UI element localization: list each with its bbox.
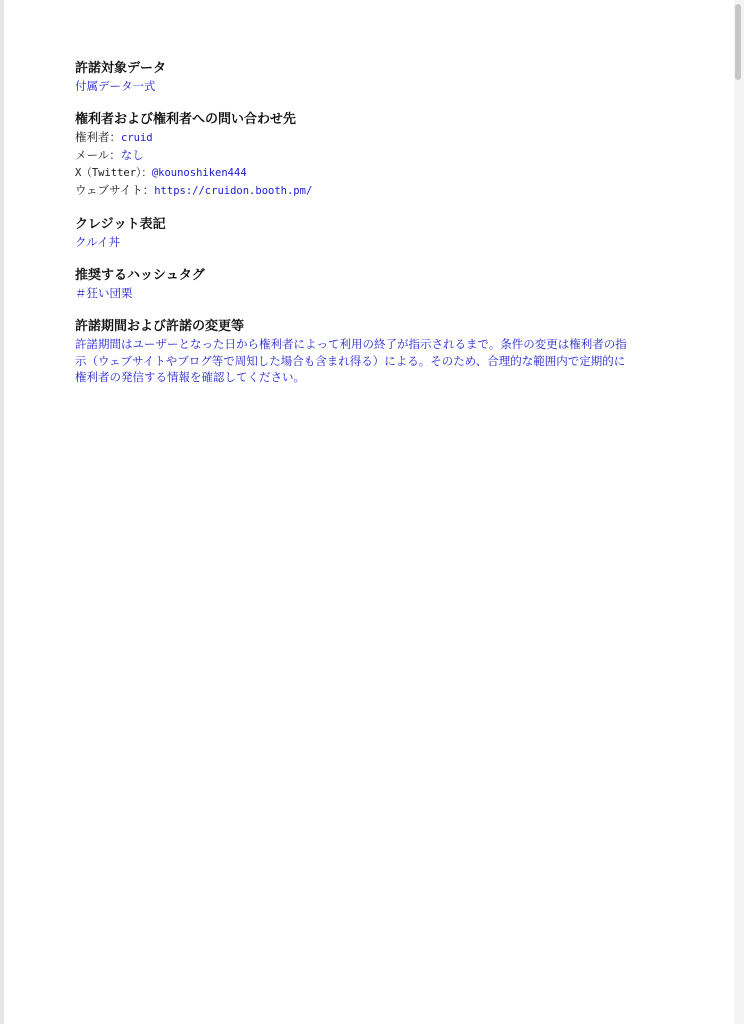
mail-label: メール： xyxy=(75,148,121,162)
period-text-line-3: 権利者の発信する情報を確認してください。 xyxy=(75,370,305,384)
credit-heading: クレジット表記 xyxy=(75,217,166,232)
twitter-label: X（Twitter）： xyxy=(75,167,152,179)
license-target-value: 付属データ一式 xyxy=(75,79,156,93)
license-target-heading: 許諾対象データ xyxy=(75,61,167,76)
section-period xyxy=(75,318,685,386)
rights-holder-line xyxy=(75,129,685,147)
website-line xyxy=(75,182,685,200)
rights-holder-label: 権利者： xyxy=(75,130,121,144)
section-contact xyxy=(75,111,685,200)
section-credit xyxy=(75,216,685,251)
website-label: ウェブサイト： xyxy=(75,183,155,197)
mail-value: なし xyxy=(120,148,144,162)
license-terms-content xyxy=(75,60,685,402)
period-heading: 許諾期間および許諾の変更等 xyxy=(75,319,245,334)
period-text-line-1: 許諾期間はユーザーとなった日から権利者によって利用の終了が指示されるまで。条件の変更は権利者の指 xyxy=(75,337,627,351)
twitter-link[interactable]: @kounoshiken444 xyxy=(151,167,247,179)
period-text-line-2: 示（ウェブサイトやブログ等で周知した場合も含まれ得る）による。そのため、合理的な範囲内で定期的に xyxy=(75,353,626,368)
hashtag-heading: 推奨するハッシュタグ xyxy=(75,268,205,283)
mail-line xyxy=(75,147,685,164)
rights-holder-value: cruid xyxy=(121,132,153,144)
website-link[interactable]: https://cruidon.booth.pm/ xyxy=(154,185,313,197)
section-hashtag xyxy=(75,267,685,302)
scrollbar-track[interactable] xyxy=(734,0,744,1024)
twitter-line xyxy=(75,164,685,182)
page-left-edge xyxy=(0,0,4,1024)
scrollbar-thumb[interactable] xyxy=(735,4,741,80)
credit-value: クルイ丼 xyxy=(75,235,121,249)
section-license-target xyxy=(75,60,685,95)
contact-heading: 権利者および権利者への問い合わせ先 xyxy=(75,112,297,127)
hashtag-value: ＃狂い団栗 xyxy=(75,286,133,300)
